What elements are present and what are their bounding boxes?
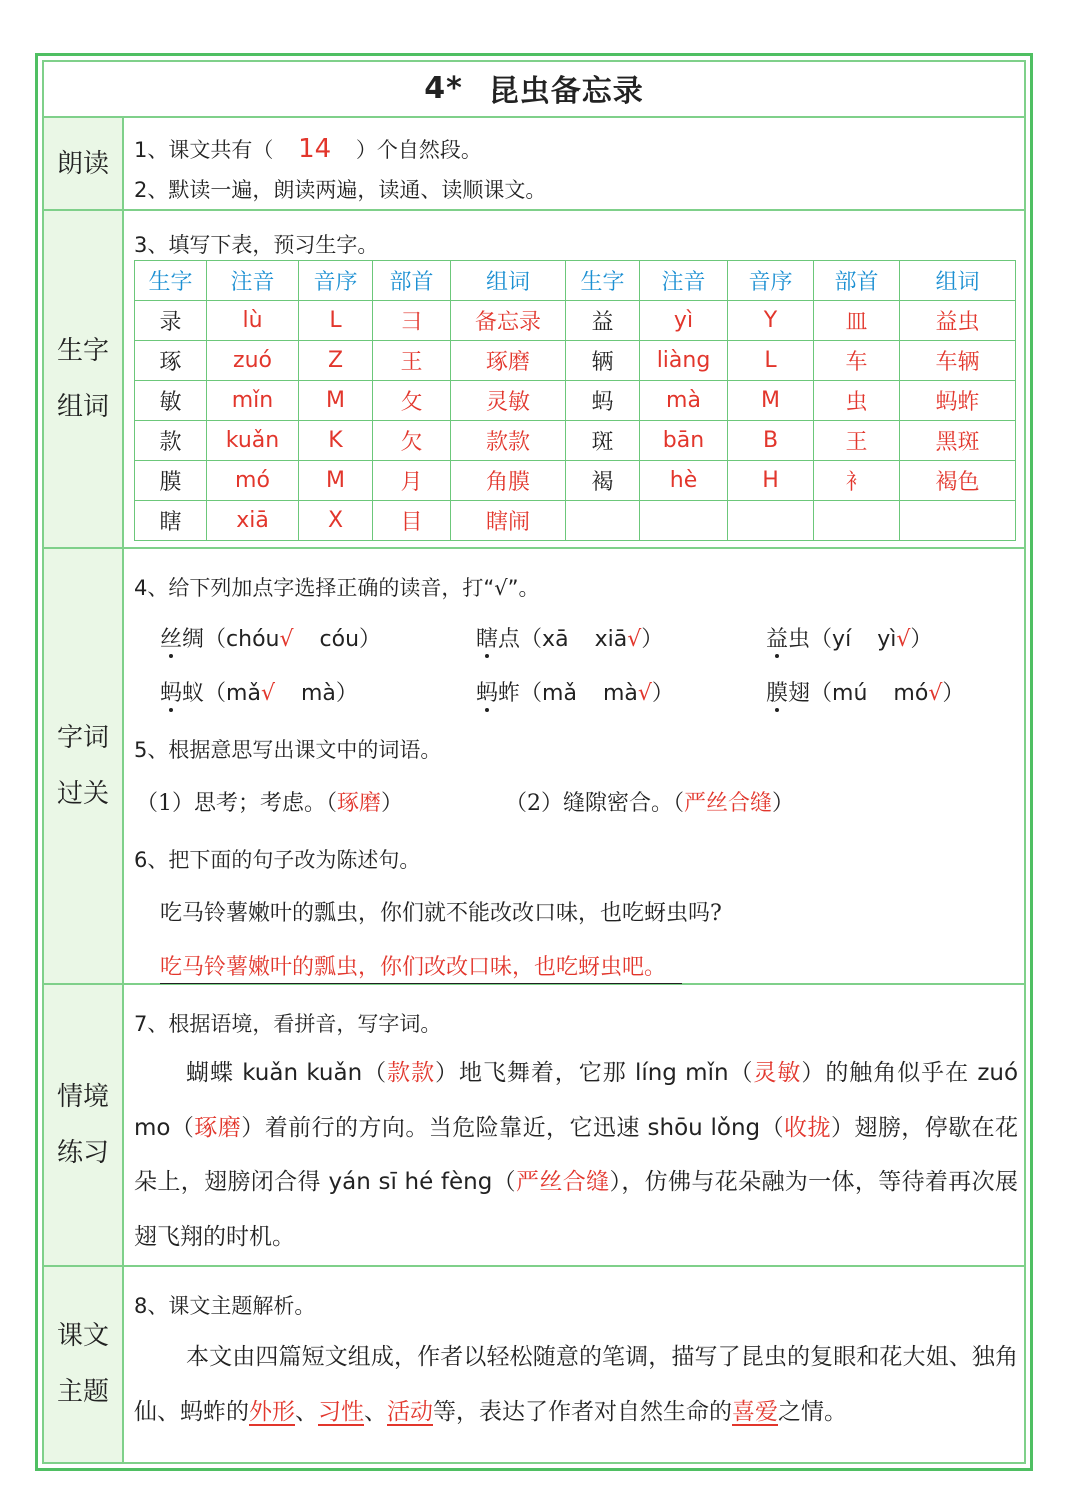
column-header: 组词	[451, 261, 566, 301]
q4-paren: （	[204, 681, 227, 706]
table-cell: 辆	[566, 341, 640, 381]
q4-char: 蚁	[182, 681, 205, 706]
table-cell: 攵	[373, 381, 451, 421]
q7-pinyin: zuó mo	[134, 1060, 1019, 1141]
q7-pinyin: yán sī hé fèng	[328, 1169, 493, 1195]
table-cell: 蚂蚱	[900, 381, 1016, 421]
q7-text: 蝴蝶	[186, 1060, 243, 1086]
q7-pinyin: líng mǐn	[634, 1060, 729, 1086]
table-cell: 黑斑	[900, 421, 1016, 461]
table-cell: 皿	[814, 301, 900, 341]
q7-pinyin: shōu lǒng	[647, 1114, 761, 1141]
table-cell: 彐	[373, 301, 451, 341]
q4-dotted-char: 益	[766, 627, 789, 652]
q7-text: （	[728, 1060, 754, 1086]
label-text: 主题	[56, 1377, 109, 1407]
divider	[42, 209, 1026, 211]
q4-option: mǎ	[542, 681, 577, 706]
q4-option: mú	[832, 681, 868, 706]
table-cell: H	[728, 461, 814, 501]
q4-char: 虫	[788, 627, 811, 652]
q4-dotted-char: 瞎	[476, 627, 499, 652]
table-cell: 车	[814, 341, 900, 381]
label-text: 练习	[56, 1138, 109, 1168]
q5-b-answer: 严丝合缝	[684, 791, 773, 816]
table-cell: 琢	[135, 341, 207, 381]
q4-char: 蚱	[498, 681, 521, 706]
check-mark-icon: √	[896, 627, 911, 652]
q7-text: ）地飞舞着，它那	[435, 1060, 635, 1086]
page-title: 昆虫备忘录	[488, 74, 644, 109]
table-cell: 月	[373, 461, 451, 501]
table-cell: 敏	[135, 381, 207, 421]
table-cell: 瞎	[135, 501, 207, 541]
section-label-theme	[44, 1266, 124, 1462]
table-cell: 王	[373, 341, 451, 381]
table-cell: 益虫	[900, 301, 1016, 341]
q4-option: mǎ	[226, 681, 261, 706]
q4-option: mà	[602, 681, 638, 706]
table-cell: Z	[299, 341, 373, 381]
table-cell: 备忘录	[451, 301, 566, 341]
q4-char: 翅	[788, 681, 811, 706]
table-cell: mǐn	[207, 381, 299, 421]
table-cell: 琢磨	[451, 341, 566, 381]
table-cell: 蚂	[566, 381, 640, 421]
question-6: 6、把下面的句子改为陈述句。	[134, 848, 421, 872]
q4-char: 绸	[182, 627, 205, 652]
q4-paren: ）	[335, 681, 358, 706]
q7-text: （	[362, 1060, 388, 1086]
q6-answer: 吃马铃薯嫩叶的瓢虫，你们改改口味，也吃蚜虫吧。	[160, 950, 682, 984]
column-header: 注音	[640, 261, 728, 301]
table-cell: liàng	[640, 341, 728, 381]
question-4: 4、给下列加点字选择正确的读音，打“√”。	[134, 576, 540, 600]
q8-sep: 、	[295, 1398, 318, 1425]
q4-item	[766, 622, 932, 653]
table-cell: 褐	[566, 461, 640, 501]
q4-paren: ）	[942, 681, 965, 706]
q7-answer: 款款	[387, 1060, 436, 1086]
label-text: 组词	[56, 392, 109, 422]
q8-answer: 外形	[249, 1398, 295, 1425]
table-row	[135, 381, 1016, 421]
q4-paren: ）	[910, 627, 933, 652]
section-label-words	[44, 548, 124, 984]
q4-paren: （	[520, 681, 543, 706]
q4-option: mó	[893, 681, 929, 706]
column-header: 部首	[373, 261, 451, 301]
q8-text: 之情。	[778, 1398, 847, 1425]
table-cell: M	[299, 381, 373, 421]
q7-answer: 严丝合缝	[516, 1169, 610, 1195]
section-label-chars	[44, 210, 124, 548]
table-cell: zuó	[207, 341, 299, 381]
table-cell: 款	[135, 421, 207, 461]
table-cell: X	[299, 501, 373, 541]
table-cell	[900, 501, 1016, 541]
table-row	[135, 421, 1016, 461]
check-mark-icon: √	[637, 681, 652, 706]
q4-item	[160, 622, 381, 653]
q7-text: ），仿佛与花朵融为一体，等待着再次展翅飞翔的时机。	[134, 1169, 1019, 1250]
label-text: 课文	[56, 1321, 109, 1351]
q8-answer: 喜爱	[732, 1398, 778, 1425]
table-cell: M	[728, 381, 814, 421]
q4-dotted-char: 蚂	[160, 681, 183, 706]
question-2: 2、默读一遍，朗读两遍，读通、读顺课文。	[134, 178, 547, 202]
table-cell: bān	[640, 421, 728, 461]
q5-a-close: ）	[381, 791, 404, 816]
table-cell: hè	[640, 461, 728, 501]
table-cell: 王	[814, 421, 900, 461]
q5-b-close: ）	[772, 791, 795, 816]
q7-text: ）着前行的方向。当危险靠近，它迅速	[241, 1114, 648, 1141]
character-table	[134, 260, 1016, 541]
section-label-reading	[44, 118, 124, 210]
q4-char: 点	[498, 627, 521, 652]
q1-prefix: 1、课文共有（	[134, 138, 274, 162]
q5-a-text: （1）思考；考虑。（	[136, 791, 337, 816]
q4-paren: （	[520, 627, 543, 652]
table-cell: xiā	[207, 501, 299, 541]
q4-dotted-char: 蚂	[476, 681, 499, 706]
table-cell: 衤	[814, 461, 900, 501]
q7-text: （	[760, 1114, 785, 1141]
q4-paren: ）	[651, 681, 674, 706]
table-cell: mà	[640, 381, 728, 421]
check-mark-icon: √	[279, 627, 294, 652]
label-text: 字词	[56, 723, 109, 753]
q4-paren: （	[204, 627, 227, 652]
q4-option: cóu	[319, 627, 360, 652]
table-cell: mó	[207, 461, 299, 501]
table-cell: yì	[640, 301, 728, 341]
q5-item-2	[505, 786, 794, 817]
table-cell: M	[299, 461, 373, 501]
table-cell: 灵敏	[451, 381, 566, 421]
question-7: 7、根据语境，看拼音，写字词。	[134, 1012, 442, 1036]
q4-option: mà	[301, 681, 336, 706]
q4-dotted-char: 膜	[766, 681, 789, 706]
q4-option: yì	[877, 627, 897, 652]
check-mark-icon: √	[260, 681, 275, 706]
table-cell: 膜	[135, 461, 207, 501]
check-mark-icon: √	[928, 681, 943, 706]
table-cell: 斑	[566, 421, 640, 461]
table-cell: B	[728, 421, 814, 461]
q1-answer: 14	[298, 134, 332, 164]
q7-paragraph	[134, 1046, 1018, 1264]
q4-option: xā	[542, 627, 569, 652]
table-row	[135, 461, 1016, 501]
table-cell: 褐色	[900, 461, 1016, 501]
q1-suffix: ）个自然段。	[355, 138, 482, 162]
table-cell: 录	[135, 301, 207, 341]
q7-text: （	[170, 1114, 195, 1141]
table-cell: 益	[566, 301, 640, 341]
q5-item-1	[136, 786, 403, 817]
table-cell: K	[299, 421, 373, 461]
table-cell: Y	[728, 301, 814, 341]
table-cell	[640, 501, 728, 541]
q6-question: 吃马铃薯嫩叶的瓢虫，你们就不能改改口味，也吃蚜虫吗?	[160, 901, 722, 926]
q4-option: chóu	[226, 627, 280, 652]
divider	[42, 547, 1026, 549]
q4-option: yí	[832, 627, 852, 652]
table-cell: 目	[373, 501, 451, 541]
label-text: 情境	[56, 1082, 109, 1112]
q4-item	[476, 622, 663, 653]
q7-answer: 琢磨	[194, 1114, 242, 1141]
q7-text: ）翅膀，停歇在花朵上，翅膀闭合得	[134, 1114, 1019, 1195]
q4-item	[766, 676, 964, 707]
check-mark-icon: √	[627, 627, 642, 652]
column-header: 部首	[814, 261, 900, 301]
column-header: 组词	[900, 261, 1016, 301]
question-5: 5、根据意思写出课文中的词语。	[134, 738, 442, 762]
q7-answer: 灵敏	[753, 1060, 802, 1086]
divider	[42, 1265, 1026, 1267]
table-row	[135, 341, 1016, 381]
table-cell: 瞎闹	[451, 501, 566, 541]
lesson-number: 4*	[424, 70, 463, 106]
table-cell	[728, 501, 814, 541]
q8-paragraph	[134, 1330, 1018, 1439]
table-cell: 欠	[373, 421, 451, 461]
table-cell	[814, 501, 900, 541]
q7-pinyin: kuǎn kuǎn	[242, 1060, 363, 1086]
q5-b-text: （2）缝隙密合。（	[505, 791, 684, 816]
table-row	[135, 301, 1016, 341]
q8-text: 本文由四篇短文组成，作者以轻松随意的笔调，描写了昆虫的复眼和花大姐、独角仙、蚂蚱的	[134, 1344, 1018, 1425]
label-text: 生字	[56, 336, 109, 366]
table-cell: 虫	[814, 381, 900, 421]
q4-paren: ）	[359, 627, 382, 652]
table-cell: kuǎn	[207, 421, 299, 461]
q8-sep: 、	[364, 1398, 387, 1425]
q4-paren: ）	[641, 627, 664, 652]
table-cell: 款款	[451, 421, 566, 461]
table-cell: 车辆	[900, 341, 1016, 381]
q4-dotted-char: 丝	[160, 627, 183, 652]
section-label-context	[44, 984, 124, 1266]
q4-paren: （	[810, 681, 833, 706]
q8-text: 等，表达了作者对自然生命的	[433, 1398, 732, 1425]
question-8: 8、课文主题解析。	[134, 1294, 316, 1318]
column-header: 音序	[728, 261, 814, 301]
q4-item	[160, 676, 358, 707]
q7-text: ）的触角似乎在	[801, 1060, 978, 1086]
q8-answer: 习性	[318, 1398, 364, 1425]
label-text: 过关	[56, 779, 109, 809]
label-text: 朗读	[56, 149, 109, 179]
table-header-row	[135, 261, 1016, 301]
column-header: 注音	[207, 261, 299, 301]
q7-answer: 收拢	[784, 1114, 831, 1141]
table-cell: 角膜	[451, 461, 566, 501]
question-3: 3、填写下表，预习生字。	[134, 233, 379, 257]
column-header: 生字	[566, 261, 640, 301]
q5-a-answer: 琢磨	[337, 791, 382, 816]
table-cell	[566, 501, 640, 541]
table-cell: lù	[207, 301, 299, 341]
q7-text: （	[492, 1169, 517, 1195]
column-header: 音序	[299, 261, 373, 301]
title-bar	[42, 60, 1026, 118]
q8-answer: 活动	[387, 1398, 433, 1425]
q4-item	[476, 676, 674, 707]
q4-paren: （	[810, 627, 833, 652]
q4-option: xiā	[594, 627, 628, 652]
question-1	[134, 134, 482, 164]
table-cell: L	[299, 301, 373, 341]
table-cell: L	[728, 341, 814, 381]
column-header: 生字	[135, 261, 207, 301]
table-row	[135, 501, 1016, 541]
